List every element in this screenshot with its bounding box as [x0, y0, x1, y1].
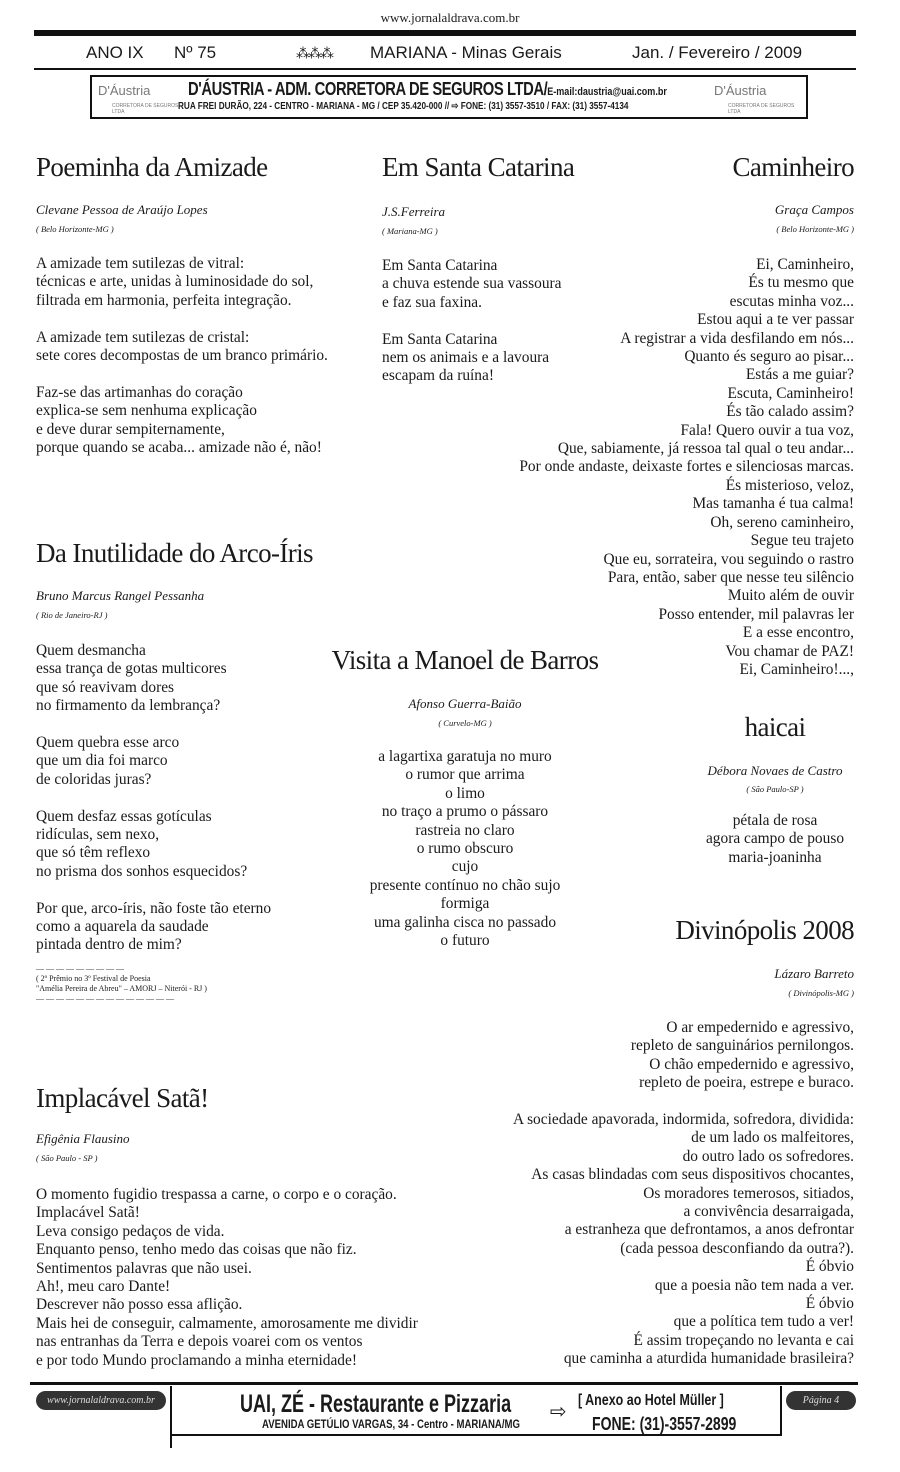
verse-line: As casas blindadas com seus dispositivos chocantes,	[531, 1166, 854, 1184]
verse-line: que só reavivam dores	[36, 678, 175, 696]
verse-line: (cada pessoa desconfiando da outra?).	[620, 1239, 854, 1257]
verse-line: a lagartixa garatuja no muro	[378, 748, 552, 765]
verse-line: filtrada em harmonia, perfeita integração.	[36, 291, 292, 309]
verse-line: O chão empedernido e agressivo,	[649, 1055, 854, 1073]
verse-line: Por que, arco-íris, não foste tão eterno	[36, 899, 272, 917]
footer-divider-right	[780, 1386, 782, 1434]
arrow-icon: ⇨	[451, 101, 459, 112]
page-number-pill: Página 4	[786, 1391, 856, 1410]
verse-line: repleto de poeira, estrepe e buraco.	[639, 1074, 854, 1092]
verse-line: Leva consigo pedaços de vida.	[36, 1222, 225, 1240]
verse-line: que só têm reflexo	[36, 844, 151, 862]
poem-author-amizade: Clevane Pessoa de Araújo Lopes	[36, 202, 208, 217]
city-label: MARIANA - Minas Gerais	[370, 43, 562, 62]
masthead	[34, 42, 856, 66]
verse-line: essa trança de gotas multicores	[36, 660, 227, 678]
verse-line: Quanto és seguro ao pisar...	[684, 348, 854, 366]
verse-line: repleto de sanguinários pernilongos.	[630, 1037, 854, 1055]
poem-origin-sata: ( São Paulo - SP )	[36, 1153, 98, 1163]
verse-line: A registrar a vida desfilando em nós...	[620, 329, 854, 347]
poem-author-divinopolis: Lázaro Barreto	[774, 966, 854, 981]
ad-address-line: RUA FREI DURÃO, 224 - CENTRO - MARIANA - MG / CEP 35.420-000 // ⇨ FONE: (31) 3557-3510 / FAX: (31) 3557-4134	[178, 101, 629, 112]
verse-line: cujo	[451, 858, 479, 876]
verse-line: Que eu, sorrateira, vou seguindo o rastro	[603, 550, 854, 568]
poem-origin-divinopolis: ( Divinópolis-MG )	[788, 988, 854, 998]
verse-line: pétala de rosa	[732, 812, 818, 829]
verse-line: A amizade tem sutilezas de cristal:	[36, 328, 250, 346]
verse-line: É óbvio	[805, 1295, 854, 1313]
verse-line: explica-se sem nenhuma explicação	[36, 402, 257, 420]
footer-anexo: [ Anexo ao Hotel Müller ]	[578, 1392, 724, 1409]
verse-line: Faz-se das artimanhas do coração	[36, 383, 243, 401]
issue-date: Jan. / Fevereiro / 2009	[632, 43, 803, 62]
poem-author-sata: Efigênia Flausino	[36, 1131, 130, 1146]
verse-line: A sociedade apavorada, indormida, sofredora, dividida:	[512, 1111, 854, 1129]
verse-line: formiga	[440, 895, 490, 913]
verse-line: Estou aqui a te ver passar	[697, 311, 854, 329]
verse-line: Implacável Satã!	[36, 1204, 140, 1222]
verse-line: Muito além de ouvir	[727, 587, 854, 605]
header-rule-bottom	[34, 68, 856, 70]
verse-line: Quem desmancha	[36, 642, 146, 659]
issue-number: Nº 75	[174, 43, 217, 62]
poem-title-haicai: haicai	[744, 712, 806, 742]
verse-line: Fala! Quero ouvir a tua voz,	[680, 421, 854, 439]
poem-origin-manoel: ( Curvelo-MG )	[438, 718, 492, 728]
poem-title-divinopolis: Divinópolis 2008	[675, 915, 854, 945]
verse-line: E a esse encontro,	[742, 624, 854, 642]
verse-line: e deve durar sempiternamente,	[36, 420, 225, 438]
site-url-header: www.jornalaldrava.com.br	[380, 10, 520, 25]
verse-line: no prisma dos sonhos esquecidos?	[36, 862, 248, 880]
verse-line: escapam da ruína!	[382, 367, 494, 385]
verse-line	[36, 789, 271, 807]
poem-title-manoel: Visita a Manoel de Barros	[331, 645, 599, 675]
poem-title-santa-catarina: Em Santa Catarina	[382, 152, 575, 182]
verse-line: uma galinha cisca no passado	[373, 913, 557, 931]
verse-line: Mas tamanha é tua calma!	[692, 495, 854, 513]
footer-ad-title: UAI, ZÉ - Restaurante e Pizzaria	[240, 1390, 512, 1418]
verse-line: Posso entender, mil palavras ler	[658, 605, 854, 623]
verse-line: É óbvio	[805, 1258, 854, 1276]
verse-line: e por todo Mundo proclamando a minha eternidade!	[36, 1351, 357, 1369]
verse-line: escutas minha voz...	[729, 292, 854, 310]
poem-origin-arco-iris: ( Rio de Janeiro-RJ )	[36, 610, 108, 620]
verse-line: o limo	[445, 784, 485, 802]
poem-author-haicai: Débora Novaes de Castro	[707, 763, 843, 778]
verse-line: o futuro	[440, 932, 490, 950]
poem-title-arco-iris: Da Inutilidade do Arco-Íris	[36, 538, 313, 568]
verse-line: Em Santa Catarina	[382, 330, 498, 348]
verse-line: de coloridas juras?	[36, 770, 152, 788]
verse-line	[36, 716, 271, 734]
verse-line: presente contínuo no chão sujo	[369, 876, 561, 894]
verse-line: Mais hei de conseguir, calmamente, amorosamente me dividir	[36, 1314, 418, 1332]
verse-line: Vou chamar de PAZ!	[725, 642, 854, 660]
verse-line: Em Santa Catarina	[382, 257, 498, 274]
footer-ad-address: AVENIDA GETÚLIO VARGAS, 34 - Centro - MARIANA/MG	[262, 1417, 520, 1431]
verse-line: Para, então, saber que nesse teu silêncio	[607, 568, 854, 586]
poem-body-manoel	[300, 748, 630, 950]
verse-line: A amizade tem sutilezas de vitral:	[36, 255, 245, 272]
poem-body-haicai	[660, 812, 890, 867]
verse-line: Estás a me guiar?	[745, 366, 854, 384]
ad-logo-right: D'Áustria CORRETORA DE SEGUROS LTDA	[714, 83, 795, 115]
verse-line	[36, 881, 271, 899]
verse-line: ridículas, sem nexo,	[36, 826, 160, 844]
verse-line	[36, 365, 328, 383]
verse-line: Ei, Caminheiro!...,	[739, 660, 854, 678]
footer-rule	[30, 1382, 858, 1385]
verse-line: a convivência desarraigada,	[683, 1203, 854, 1221]
verse-line: o rumor que arrima	[405, 766, 525, 784]
verse-line: rastreia no claro	[415, 821, 515, 839]
poem-body-arco-iris	[36, 642, 271, 955]
header-rule-top	[34, 30, 856, 36]
verse-line: como a aquarela da saudade	[36, 918, 209, 936]
verse-line: Os moradores temerosos, sitiados,	[643, 1184, 854, 1202]
verse-line: que um dia foi marco	[36, 752, 168, 770]
verse-line: Descrever não posso essa aflição.	[36, 1296, 243, 1314]
verse-line: e faz sua faxina.	[382, 293, 482, 311]
poem-author-manoel: Afonso Guerra-Baião	[408, 696, 522, 711]
verse-line: Que, sabiamente, já ressoa tal qual o teu andar...	[557, 440, 854, 458]
poem-body-caminheiro	[519, 256, 854, 679]
verse-line: agora campo de pouso	[705, 830, 845, 848]
poem-origin-santa-catarina: ( Mariana-MG )	[382, 226, 438, 236]
footer-phone: FONE: (31)-3557-2899	[592, 1414, 737, 1434]
ornament-icon: ⁂⁂⁂	[296, 45, 332, 61]
verse-line: Escuta, Caminheiro!	[727, 384, 854, 402]
verse-line: Ei, Caminheiro,	[756, 256, 854, 273]
verse-line: Oh, sereno caminheiro,	[710, 513, 854, 531]
ad-logo-left: D'Áustria CORRETORA DE SEGUROS LTDA	[98, 83, 179, 115]
verse-line: És misterioso, veloz,	[725, 476, 854, 494]
poem-body-amizade	[36, 255, 328, 457]
ad-title: D'ÁUSTRIA - ADM. CORRETORA DE SEGUROS LTDA/E-mail:daustria@uai.com.br	[188, 79, 667, 99]
verse-line	[36, 310, 328, 328]
verse-line: Sentimentos palavras que não usei.	[36, 1259, 252, 1277]
poem-body-sata	[36, 1186, 418, 1370]
verse-line: no traço a prumo o pássaro	[381, 803, 549, 821]
verse-line	[513, 1093, 854, 1111]
top-advertisement	[90, 75, 808, 119]
verse-line: que a política tem tudo a ver!	[673, 1313, 854, 1331]
verse-line: do outro lado os sofredores.	[682, 1147, 854, 1165]
verse-line: porque quando se acaba... amizade não é, não!	[36, 439, 322, 457]
footer-bottom-rule	[170, 1434, 782, 1436]
verse-line: que caminha a aturdida humanidade brasileira?	[563, 1350, 854, 1368]
poem-origin-caminheiro: ( Belo Horizonte-MG )	[776, 224, 854, 234]
verse-line: que a poesia não tem nada a ver.	[654, 1276, 854, 1294]
poem-origin-haicai: ( São Paulo-SP )	[746, 784, 804, 794]
verse-line: É assim tropeçando no levanta e cai	[633, 1331, 854, 1349]
verse-line: És tão calado assim?	[726, 403, 854, 421]
verse-line: Quem quebra esse arco	[36, 734, 180, 752]
verse-line: pintada dentro de mim?	[36, 936, 182, 954]
verse-line: a chuva estende sua vassoura	[382, 275, 562, 293]
poem-author-santa-catarina: J.S.Ferreira	[382, 204, 446, 219]
verse-line: no firmamento da lembrança?	[36, 697, 221, 715]
verse-line: Por onde andaste, deixaste fortes e silenciosas marcas.	[519, 458, 854, 476]
verse-line: nas entranhas da Terra e depois voarei com os ventos	[36, 1333, 363, 1351]
award-note: — — — — — — — — — ( 2º Prêmio no 3º Festival de Poesia "Amélia Pereira de Abreu" – AMORJ – Niterói - RJ ) — — — — — — — — — — — — — —	[36, 964, 207, 1003]
verse-line: sete cores decompostas de um branco primário.	[36, 347, 328, 365]
verse-line: Quem desfaz essas gotículas	[36, 807, 212, 825]
poem-title-caminheiro: Caminheiro	[732, 152, 854, 182]
verse-line: Segue teu trajeto	[750, 532, 854, 550]
verse-line: O ar empedernido e agressivo,	[666, 1019, 854, 1036]
issue-year: ANO IX	[86, 43, 144, 62]
verse-line: de um lado os malfeitores,	[691, 1129, 854, 1147]
poem-title-sata: Implacável Satã!	[36, 1083, 209, 1113]
verse-line: Enquanto penso, tenho medo das coisas que não fiz.	[36, 1241, 357, 1259]
verse-line: maria-joaninha	[728, 848, 822, 866]
verse-line: És tu mesmo que	[748, 274, 854, 292]
footer-divider-left	[170, 1386, 172, 1448]
poem-origin-amizade: ( Belo Horizonte-MG )	[36, 224, 114, 234]
poem-title-amizade: Poeminha da Amizade	[36, 152, 268, 182]
verse-line: a estranheza que defrontamos, a anos defrontar	[564, 1221, 854, 1239]
arrow-icon: ⇨	[550, 1399, 567, 1423]
verse-line: técnicas e arte, unidas à luminosidade do sol,	[36, 273, 314, 291]
verse-line: O momento fugidio trespassa a carne, o corpo e o coração.	[36, 1186, 397, 1203]
poem-author-arco-iris: Bruno Marcus Rangel Pessanha	[36, 588, 205, 603]
verse-line: o rumo obscuro	[416, 840, 514, 858]
poem-author-caminheiro: Graça Campos	[774, 202, 854, 217]
footer-site-pill: www.jornalaldrava.com.br	[36, 1391, 166, 1410]
poem-body-divinopolis	[513, 1019, 854, 1369]
verse-line: Ah!, meu caro Dante!	[36, 1278, 171, 1296]
verse-line: nem os animais e a lavoura	[382, 349, 550, 367]
